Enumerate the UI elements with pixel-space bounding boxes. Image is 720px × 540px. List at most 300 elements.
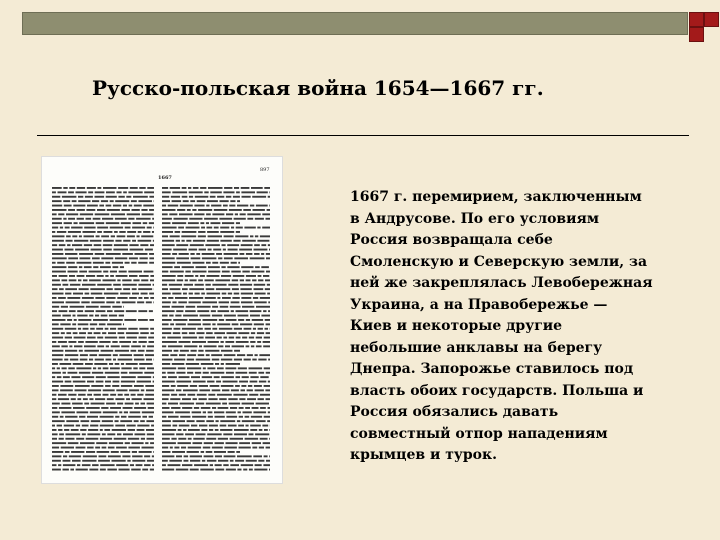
- document-word-mark: [80, 359, 88, 361]
- document-word-mark: [52, 196, 60, 198]
- document-word-mark: [215, 469, 224, 471]
- document-word-mark: [263, 442, 270, 444]
- document-word-mark: [210, 464, 213, 466]
- document-word-mark: [250, 429, 257, 431]
- document-word-mark: [127, 235, 135, 237]
- document-word-mark: [205, 244, 220, 246]
- document-word-mark: [207, 293, 221, 295]
- document-word-mark: [197, 332, 205, 334]
- document-word-mark: [182, 196, 188, 198]
- document-word-mark: [132, 288, 137, 290]
- document-word-mark: [179, 394, 186, 396]
- document-word-mark: [140, 244, 148, 246]
- document-word-mark: [266, 447, 270, 449]
- document-word-mark: [263, 464, 270, 466]
- document-word-mark: [193, 442, 203, 444]
- document-word-mark: [178, 227, 184, 229]
- document-word-mark: [108, 447, 115, 449]
- document-word-mark: [132, 227, 145, 229]
- document-word-mark: [74, 240, 88, 242]
- document-word-mark: [244, 359, 251, 361]
- document-word-mark: [225, 345, 230, 347]
- document-word-mark: [141, 209, 147, 211]
- document-word-mark: [52, 191, 56, 193]
- document-word-mark: [141, 279, 148, 281]
- document-word-mark: [172, 253, 177, 255]
- document-word-mark: [128, 429, 135, 431]
- document-word-mark: [269, 249, 270, 251]
- document-word-mark: [228, 284, 238, 286]
- document-word-mark: [269, 469, 270, 471]
- document-word-mark: [149, 209, 154, 211]
- document-word-mark: [207, 433, 222, 435]
- document-word-mark: [95, 213, 110, 215]
- document-word-mark: [228, 249, 238, 251]
- document-word-mark: [162, 262, 175, 264]
- document-word-mark: [62, 367, 67, 369]
- document-word-mark: [144, 191, 154, 193]
- document-word-mark: [232, 297, 239, 299]
- document-word-mark: [208, 394, 215, 396]
- document-word-mark: [83, 328, 89, 330]
- document-word-mark: [177, 262, 191, 264]
- document-word-mark: [63, 284, 69, 286]
- document-word-mark: [58, 429, 62, 431]
- document-word-mark: [194, 464, 208, 466]
- document-word-mark: [233, 275, 245, 277]
- document-word-mark: [136, 218, 151, 220]
- document-word-mark: [211, 354, 222, 356]
- document-word-mark: [237, 200, 240, 202]
- document-word-mark: [58, 464, 61, 466]
- document-word-mark: [153, 381, 154, 383]
- document-word-mark: [249, 367, 263, 369]
- document-word-mark: [258, 372, 264, 374]
- document-word-mark: [52, 319, 66, 321]
- document-word-mark: [196, 253, 200, 255]
- document-word-mark: [121, 367, 131, 369]
- document-word-mark: [247, 213, 260, 215]
- document-word-mark: [242, 403, 254, 405]
- document-word-mark: [95, 191, 105, 193]
- document-word-mark: [252, 319, 263, 321]
- document-word-mark: [189, 293, 193, 295]
- document-word-mark: [236, 227, 243, 229]
- document-word-mark: [265, 389, 270, 391]
- document-word-mark: [117, 279, 120, 281]
- document-word-mark: [208, 235, 222, 237]
- document-word-mark: [75, 249, 89, 251]
- document-word-mark: [91, 420, 100, 422]
- document-word-mark: [52, 420, 65, 422]
- document-word-mark: [162, 389, 174, 391]
- document-word-mark: [221, 376, 234, 378]
- document-word-mark: [132, 455, 143, 457]
- document-word-mark: [123, 288, 130, 290]
- document-word-mark: [132, 240, 136, 242]
- document-word-mark: [90, 425, 98, 427]
- document-word-mark: [221, 266, 225, 268]
- document-word-mark: [61, 403, 70, 405]
- document-word-mark: [196, 433, 206, 435]
- document-word-mark: [200, 469, 214, 471]
- document-word-mark: [207, 275, 220, 277]
- document-word-mark: [230, 464, 239, 466]
- document-word-mark: [214, 227, 219, 229]
- document-word-mark: [77, 218, 84, 220]
- document-word-mark: [171, 394, 177, 396]
- document-word-mark: [241, 244, 253, 246]
- document-word-mark: [266, 257, 270, 259]
- document-word-mark: [52, 205, 62, 207]
- document-word-mark: [52, 279, 60, 281]
- document-word-mark: [171, 407, 180, 409]
- document-word-mark: [82, 376, 94, 378]
- document-word-mark: [162, 469, 174, 471]
- document-word-mark: [198, 350, 203, 352]
- document-word-mark: [219, 218, 232, 220]
- document-word-mark: [267, 420, 270, 422]
- document-word-mark: [52, 425, 55, 427]
- document-word-mark: [60, 363, 72, 365]
- document-word-mark: [204, 191, 208, 193]
- document-word-mark: [206, 332, 213, 334]
- document-word-mark: [69, 279, 77, 281]
- document-word-mark: [220, 200, 229, 202]
- document-word-mark: [262, 213, 270, 215]
- document-word-mark: [189, 249, 198, 251]
- document-word-mark: [260, 407, 266, 409]
- document-word-mark: [146, 420, 154, 422]
- document-word-mark: [220, 306, 229, 308]
- document-word-mark: [257, 191, 268, 193]
- document-word-mark: [142, 447, 154, 449]
- document-word-mark: [175, 231, 181, 233]
- document-word-mark: [52, 262, 56, 264]
- document-word-mark: [147, 403, 154, 405]
- document-word-mark: [269, 455, 270, 457]
- document-word-mark: [238, 332, 249, 334]
- document-word-mark: [268, 310, 270, 312]
- document-word-mark: [115, 350, 129, 352]
- document-word-mark: [103, 244, 113, 246]
- text-line: совместный отпор нападениям: [350, 425, 608, 442]
- document-word-mark: [80, 354, 88, 356]
- document-word-mark: [76, 447, 86, 449]
- document-word-mark: [116, 447, 127, 449]
- document-word-mark: [138, 319, 148, 321]
- document-word-mark: [179, 213, 193, 215]
- text-line: ней же закреплялась Левобережная: [350, 275, 653, 291]
- document-word-mark: [108, 455, 121, 457]
- document-word-mark: [224, 354, 236, 356]
- document-word-mark: [162, 438, 170, 440]
- document-word-mark: [86, 407, 100, 409]
- document-word-mark: [52, 416, 58, 418]
- document-word-mark: [64, 359, 68, 361]
- document-word-mark: [230, 460, 234, 462]
- document-word-mark: [127, 460, 130, 462]
- document-word-mark: [231, 262, 237, 264]
- document-word-mark: [115, 200, 129, 202]
- document-word-mark: [217, 367, 224, 369]
- document-word-mark: [135, 403, 139, 405]
- document-word-mark: [251, 271, 264, 273]
- document-word-mark: [129, 297, 137, 299]
- text-line: Киев и некоторые другие: [350, 318, 563, 334]
- document-word-mark: [176, 455, 182, 457]
- document-word-mark: [96, 310, 106, 312]
- document-word-mark: [198, 235, 206, 237]
- document-word-mark: [78, 328, 81, 330]
- document-word-mark: [100, 266, 111, 268]
- document-word-mark: [208, 341, 219, 343]
- document-word-mark: [73, 315, 76, 317]
- document-word-mark: [60, 389, 73, 391]
- document-word-mark: [68, 266, 77, 268]
- document-word-mark: [100, 306, 110, 308]
- document-word-mark: [162, 271, 168, 273]
- document-word-mark: [131, 345, 141, 347]
- document-word-mark: [212, 447, 223, 449]
- document-word-mark: [66, 262, 75, 264]
- document-word-mark: [57, 231, 66, 233]
- document-word-mark: [134, 385, 144, 387]
- document-word-mark: [112, 306, 122, 308]
- document-word-mark: [128, 438, 139, 440]
- document-word-mark: [191, 350, 197, 352]
- document-word-mark: [87, 205, 98, 207]
- document-word-mark: [52, 271, 66, 273]
- document-word-mark: [177, 385, 188, 387]
- document-word-mark: [228, 293, 232, 295]
- document-word-mark: [183, 429, 186, 431]
- document-word-mark: [193, 187, 199, 189]
- document-word-mark: [111, 213, 125, 215]
- document-word-mark: [139, 363, 152, 365]
- document-word-mark: [162, 205, 166, 207]
- document-word-mark: [183, 337, 198, 339]
- document-word-mark: [222, 403, 227, 405]
- document-word-mark: [139, 275, 149, 277]
- document-word-mark: [198, 279, 203, 281]
- document-word-mark: [131, 394, 136, 396]
- document-word-mark: [212, 284, 226, 286]
- document-word-mark: [170, 271, 184, 273]
- document-word-mark: [246, 275, 256, 277]
- document-word-mark: [162, 442, 176, 444]
- document-word-mark: [205, 279, 214, 281]
- document-word-mark: [189, 319, 201, 321]
- document-word-mark: [242, 420, 255, 422]
- document-word-mark: [162, 385, 169, 387]
- document-word-mark: [123, 205, 127, 207]
- document-word-mark: [95, 315, 99, 317]
- document-word-mark: [137, 381, 151, 383]
- document-word-mark: [203, 411, 206, 413]
- document-word-mark: [106, 205, 112, 207]
- document-word-mark: [62, 196, 77, 198]
- document-word-mark: [52, 310, 57, 312]
- document-word-mark: [223, 191, 234, 193]
- document-word-mark: [192, 262, 204, 264]
- document-word-mark: [95, 359, 104, 361]
- document-word-mark: [121, 372, 128, 374]
- document-word-mark: [185, 279, 188, 281]
- document-word-mark: [69, 310, 76, 312]
- document-word-mark: [240, 213, 246, 215]
- document-word-mark: [142, 411, 154, 413]
- document-word-mark: [85, 341, 97, 343]
- document-word-mark: [113, 249, 128, 251]
- document-word-mark: [184, 460, 189, 462]
- document-word-mark: [110, 367, 120, 369]
- document-word-mark: [144, 398, 155, 400]
- document-word-mark: [84, 266, 92, 268]
- document-word-mark: [255, 464, 262, 466]
- document-word-mark: [188, 187, 191, 189]
- document-word-mark: [104, 231, 113, 233]
- document-word-mark: [265, 288, 270, 290]
- document-word-mark: [197, 394, 207, 396]
- body-text: [350, 187, 653, 467]
- document-word-mark: [101, 350, 114, 352]
- document-word-mark: [183, 389, 198, 391]
- document-word-mark: [95, 398, 105, 400]
- document-word-mark: [127, 213, 140, 215]
- document-word-mark: [202, 301, 217, 303]
- document-word-mark: [84, 235, 95, 237]
- document-word-mark: [175, 297, 188, 299]
- document-word-mark: [251, 345, 254, 347]
- document-word-mark: [135, 433, 146, 435]
- document-word-mark: [101, 407, 108, 409]
- document-word-mark: [265, 319, 270, 321]
- document-word-mark: [52, 341, 56, 343]
- document-word-mark: [169, 284, 182, 286]
- document-word-mark: [186, 306, 196, 308]
- document-word-mark: [205, 284, 210, 286]
- document-word-mark: [221, 385, 234, 387]
- document-word-mark: [261, 253, 264, 255]
- document-word-mark: [179, 341, 191, 343]
- document-word-mark: [52, 469, 61, 471]
- document-word-mark: [99, 455, 107, 457]
- document-word-mark: [52, 372, 61, 374]
- document-word-mark: [188, 447, 201, 449]
- document-word-mark: [234, 328, 242, 330]
- document-word-mark: [162, 288, 168, 290]
- document-word-mark: [112, 460, 126, 462]
- document-word-mark: [217, 337, 222, 339]
- document-word-mark: [93, 218, 101, 220]
- document-word-mark: [142, 345, 145, 347]
- document-word-mark: [129, 244, 138, 246]
- document-word-mark: [65, 253, 77, 255]
- document-word-mark: [235, 235, 248, 237]
- document-word-mark: [79, 271, 87, 273]
- text-line: Днепра. Запорожье ставилось под: [350, 361, 634, 377]
- document-word-mark: [168, 464, 181, 466]
- document-word-mark: [70, 284, 81, 286]
- document-word-mark: [212, 407, 216, 409]
- document-word-mark: [96, 442, 107, 444]
- document-word-mark: [68, 209, 75, 211]
- document-word-mark: [239, 442, 250, 444]
- document-word-mark: [168, 416, 179, 418]
- document-word-mark: [103, 394, 109, 396]
- document-word-mark: [63, 187, 67, 189]
- document-word-mark: [260, 297, 270, 299]
- document-word-mark: [52, 337, 63, 339]
- document-word-mark: [162, 266, 173, 268]
- document-word-mark: [246, 319, 250, 321]
- document-word-mark: [212, 315, 222, 317]
- document-word-mark: [209, 429, 213, 431]
- text-line: в Андрусове. По его условиям: [350, 210, 600, 227]
- document-word-mark: [226, 319, 237, 321]
- document-word-mark: [144, 372, 154, 374]
- document-word-mark: [113, 381, 120, 383]
- document-word-mark: [231, 389, 239, 391]
- document-word-mark: [100, 425, 114, 427]
- document-word-mark: [217, 297, 220, 299]
- document-word-mark: [243, 469, 247, 471]
- document-word-mark: [238, 425, 244, 427]
- document-word-mark: [52, 363, 58, 365]
- text-line: крымцев и турок.: [350, 447, 497, 463]
- document-word-mark: [145, 442, 148, 444]
- document-word-mark: [139, 451, 152, 453]
- document-word-mark: [52, 209, 67, 211]
- document-word-mark: [81, 301, 89, 303]
- document-word-mark: [92, 372, 103, 374]
- document-word-mark: [106, 301, 114, 303]
- document-word-mark: [116, 464, 128, 466]
- document-word-mark: [231, 227, 234, 229]
- document-word-mark: [59, 288, 64, 290]
- document-word-mark: [255, 354, 258, 356]
- document-word-mark: [113, 359, 116, 361]
- document-word-mark: [102, 218, 113, 220]
- document-word-mark: [269, 438, 270, 440]
- document-word-mark: [193, 438, 204, 440]
- document-word-mark: [111, 345, 120, 347]
- document-word-mark: [103, 411, 118, 413]
- document-word-mark: [83, 398, 88, 400]
- document-word-mark: [172, 301, 176, 303]
- document-word-mark: [220, 429, 232, 431]
- document-word-mark: [162, 191, 171, 193]
- document-word-mark: [162, 209, 176, 211]
- document-word-mark: [232, 279, 238, 281]
- document-word-mark: [52, 447, 59, 449]
- document-word-mark: [223, 337, 227, 339]
- document-word-mark: [71, 451, 84, 453]
- document-word-mark: [122, 253, 133, 255]
- document-word-mark: [120, 293, 130, 295]
- document-word-mark: [212, 389, 221, 391]
- document-word-mark: [63, 200, 70, 202]
- document-word-mark: [225, 367, 236, 369]
- document-word-mark: [206, 262, 211, 264]
- document-word-mark: [219, 398, 227, 400]
- document-word-mark: [110, 319, 123, 321]
- document-word-mark: [262, 425, 268, 427]
- document-word-mark: [129, 257, 138, 259]
- document-word-mark: [52, 359, 63, 361]
- document-word-mark: [229, 403, 240, 405]
